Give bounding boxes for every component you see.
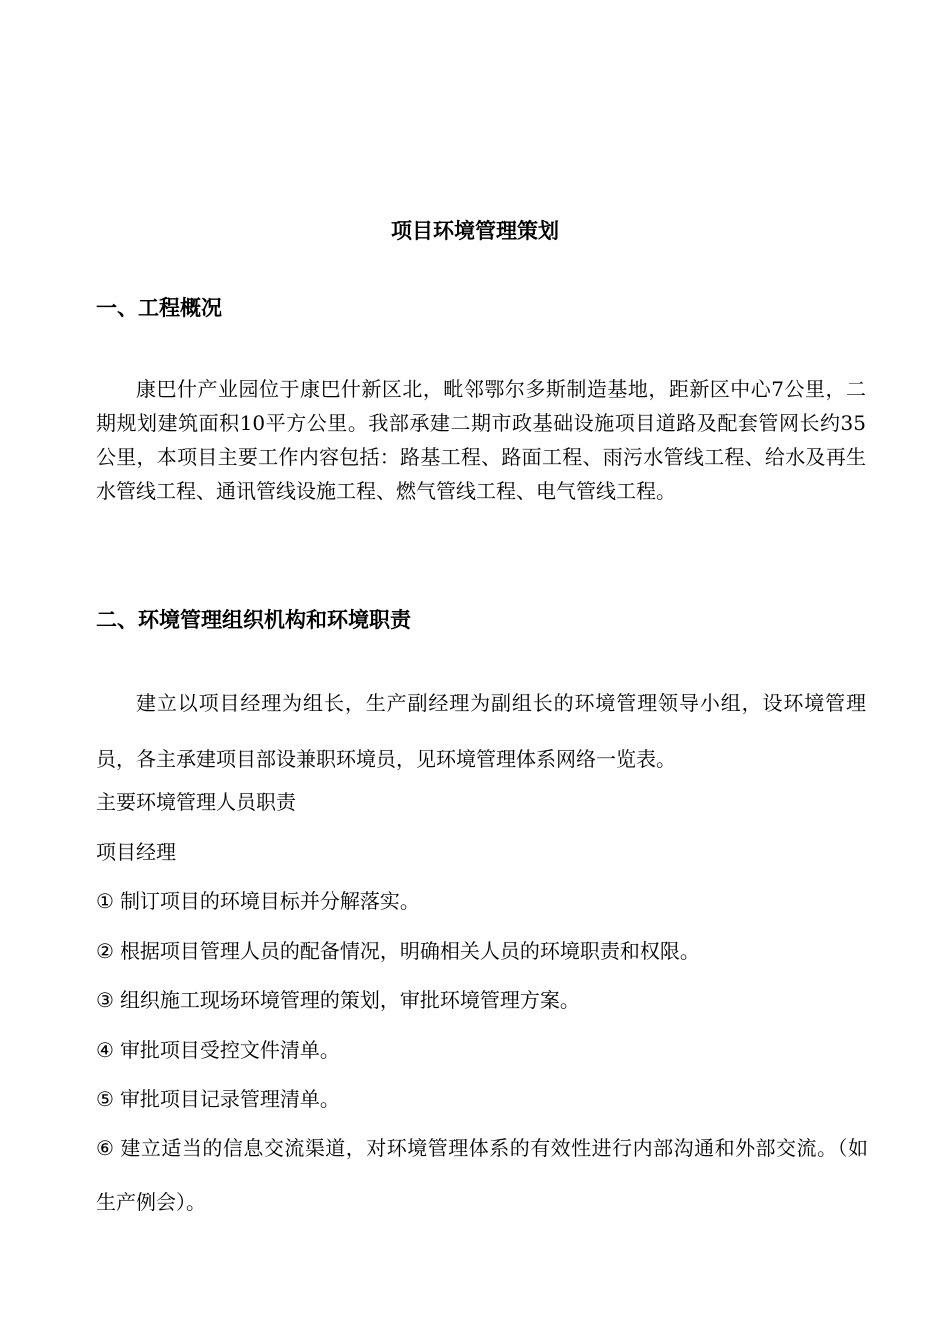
organization-paragraph: 建立以项目经理为组长，生产副经理为副组长的环境管理领导小组，设环境管理员，各主承建项目部设兼职环境员，见环境管理体系网络一览表。: [96, 691, 866, 771]
list-item: [96, 985, 868, 1015]
list-item-number: ④: [96, 1038, 114, 1062]
list-item: [96, 936, 868, 966]
list-item-text: 制订项目的环境目标并分解落实。: [119, 889, 420, 913]
list-item-number: ⑥: [96, 1136, 114, 1160]
list-item: [96, 886, 868, 916]
overview-paragraph: 康巴什产业园位于康巴什新区北，毗邻鄂尔多斯制造基地，距新区中心7公里，二期规划建筑面积10平方公里。我部承建二期市政基础设施项目道路及配套管网长约35公里，本项目主要工作内容包括：路基工程、路面工程、雨污水管线工程、给水及再生水管线工程、通讯管线设施工程、燃气管线工程、电气管线工程。: [96, 377, 866, 503]
list-item-number: ②: [96, 939, 114, 963]
list-item-text: 组织施工现场环境管理的策划，审批环境管理方案。: [119, 988, 580, 1012]
list-item-text: 根据项目管理人员的配备情况，明确相关人员的环境职责和权限。: [119, 939, 700, 963]
list-item: [96, 1121, 868, 1229]
list-item: [96, 1084, 868, 1114]
list-item-number: ①: [96, 889, 114, 913]
document-title: 项目环境管理策划: [391, 219, 559, 243]
responsibilities-subheading: 主要环境管理人员职责: [96, 790, 296, 814]
list-item: [96, 1035, 868, 1065]
section-heading-overview: 一、工程概况: [96, 296, 222, 320]
role-project-manager: 项目经理: [96, 840, 176, 864]
section-heading-organization: 二、环境管理组织机构和环境职责: [96, 608, 411, 632]
list-item-text: 审批项目记录管理清单。: [119, 1087, 340, 1111]
list-item-text: 审批项目受控文件清单。: [119, 1038, 340, 1062]
list-item-text: 建立适当的信息交流渠道，对环境管理体系的有效性进行内部沟通和外部交流。（如生产例会）。: [96, 1136, 868, 1214]
list-item-number: ③: [96, 988, 114, 1012]
list-item-number: ⑤: [96, 1087, 114, 1111]
